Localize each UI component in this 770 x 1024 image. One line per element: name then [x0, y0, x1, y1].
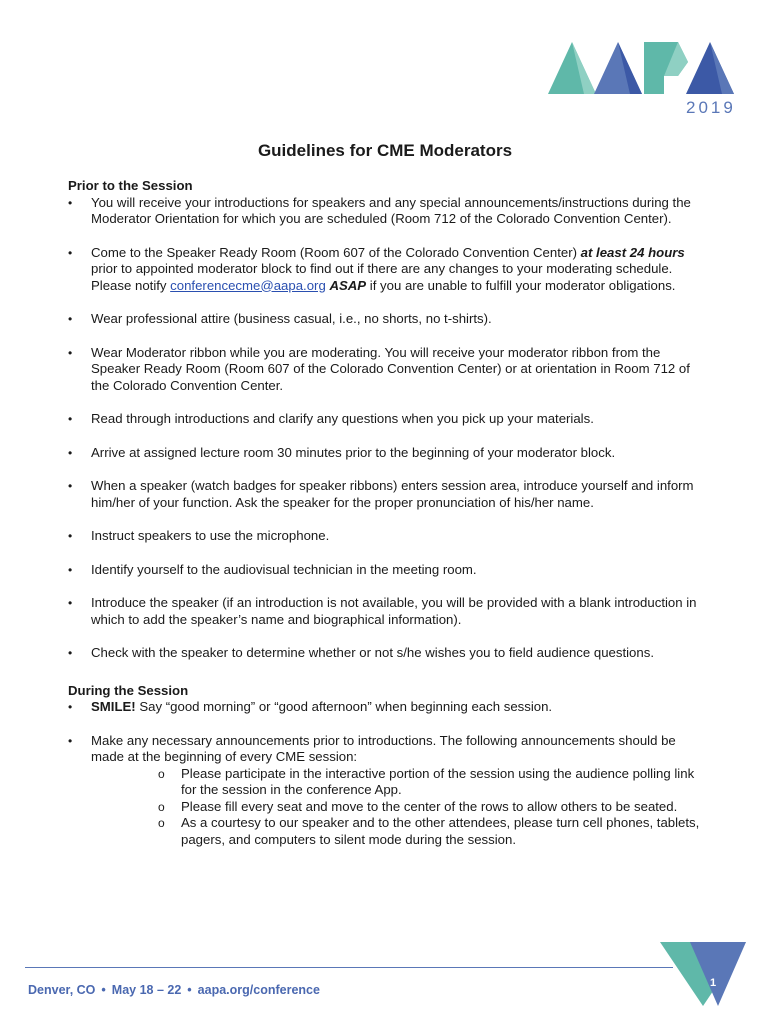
list-item: • Wear Moderator ribbon while you are moderating. You will receive your moderator ribbon from the Speaker Ready Room (Room 607 of the Colorado Convention Center) or at orientation in Room 712 of the Colorado Convention Center.: [68, 345, 708, 395]
list-item: • Read through introductions and clarify any questions when you pick up your materials.: [68, 411, 708, 428]
section-heading-prior: Prior to the Session: [68, 178, 193, 193]
list-item: • When a speaker (watch badges for speaker ribbons) enters session area, introduce yourself and inform him/her of your function. Ask the speaker for the proper pronunciation of his/her name.: [68, 478, 708, 511]
footer-triangle-graphic: [660, 942, 746, 1006]
announcement-sublist: [91, 766, 708, 849]
sub-list-item: o Please fill every seat and move to the center of the rows to allow others to be seated.: [158, 799, 708, 816]
sub-list-item: o As a courtesy to our speaker and to the other attendees, please turn cell phones, tablets, pagers, and computers to silent mode during the session.: [158, 815, 708, 848]
emphasis-at-least-24-hours: at least 24 hours: [580, 244, 685, 260]
list-item: • Instruct speakers to use the microphone.: [68, 528, 708, 545]
smile-label: SMILE!: [91, 699, 136, 714]
list-item: [68, 245, 708, 295]
list-item: • Identify yourself to the audiovisual technician in the meeting room.: [68, 562, 708, 579]
footer-dates: May 18 – 22: [111, 983, 182, 997]
page-number: 1: [710, 977, 717, 989]
list-item: • Arrive at assigned lecture room 30 minutes prior to the beginning of your moderator block.: [68, 445, 708, 462]
page-title: Guidelines for CME Moderators: [257, 141, 513, 160]
item-text: prior to appointed moderator block to find out if there are any changes to your moderating schedule. Please notify: [91, 261, 673, 293]
footer-separator: •: [187, 983, 192, 997]
footer-info: [28, 983, 320, 997]
footer-separator: •: [101, 983, 106, 997]
sub-list-item: o Please participate in the interactive portion of the session using the audience polling link for the session in the conference App.: [158, 766, 708, 799]
aapa-logo: [548, 38, 738, 118]
document-body: [68, 178, 708, 848]
item-text: Say “good morning” or “good afternoon” when beginning each session.: [135, 699, 553, 714]
list-item: • Introduce the speaker (if an introduction is not available, you will be provided with a blank introduction in which to add the speaker’s name and biographical information).: [68, 595, 708, 628]
email-link[interactable]: conferencecme@aapa.org: [170, 277, 326, 293]
logo-year: 2019: [686, 98, 736, 117]
list-item: • Check with the speaker to determine whether or not s/he wishes you to field audience questions.: [68, 645, 708, 662]
footer-site: aapa.org/conference: [197, 983, 320, 997]
item-text: Come to the Speaker Ready Room (Room 607 of the Colorado Convention Center): [91, 244, 581, 260]
item-text: Make any necessary announcements prior to introductions. The following announcements should be made at the beginning of every CME session:: [91, 732, 676, 764]
prior-list: [68, 195, 708, 662]
aapa-logo-mark: [548, 38, 738, 98]
list-item: [68, 699, 708, 716]
footer-location: Denver, CO: [28, 983, 96, 997]
item-text: if you are unable to fulfill your moderator obligations.: [366, 277, 676, 293]
list-item: • You will receive your introductions for speakers and any special announcements/instructions during the Moderator Orientation for which you are scheduled (Room 712 of the Colorado Convention Center).: [68, 195, 708, 228]
footer-divider: [25, 967, 673, 968]
during-list: [68, 699, 708, 848]
section-heading-during: During the Session: [68, 682, 189, 698]
list-item: • Wear professional attire (business casual, i.e., no shorts, no t-shirts).: [68, 311, 708, 328]
emphasis-asap: ASAP: [329, 277, 367, 293]
list-item: [68, 733, 708, 849]
